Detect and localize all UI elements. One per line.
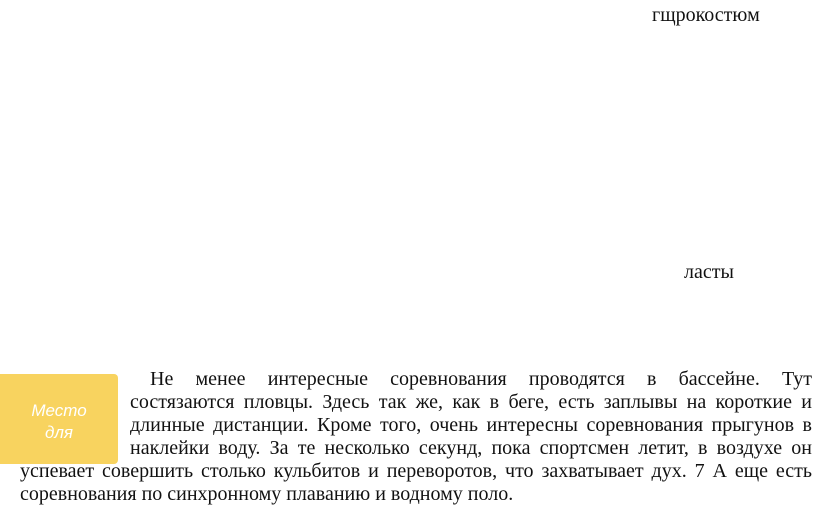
label-wetsuit: гщрокостюм: [652, 4, 760, 26]
paragraph-line-1: Не менее интересные соревнования проводятся в бассейне. Тут: [150, 368, 812, 390]
sticker-line-2: для: [44, 423, 74, 442]
paragraph-line-5: успевает совершить столько кульбитов и переворотов, что захватывает дух. 7 А еще есть: [20, 460, 812, 482]
label-flippers: ласты: [684, 261, 734, 283]
paragraph-line-6: соревнования по синхронному плаванию и водному поло.: [20, 483, 514, 505]
body-paragraph: [0, 368, 816, 506]
paragraph-line-2: состязаются пловцы. Здесь так же, как в беге, есть заплывы на короткие и: [130, 391, 812, 413]
sticker-line-1: Место: [31, 401, 87, 420]
paragraph-line-4: наклейки воду. За те несколько секунд, пока спортсмен летит, в воздухе он: [130, 437, 812, 459]
paragraph-line-3: длинные дистанции. Кроме того, очень интересны соревнования прыгунов в: [130, 414, 812, 436]
